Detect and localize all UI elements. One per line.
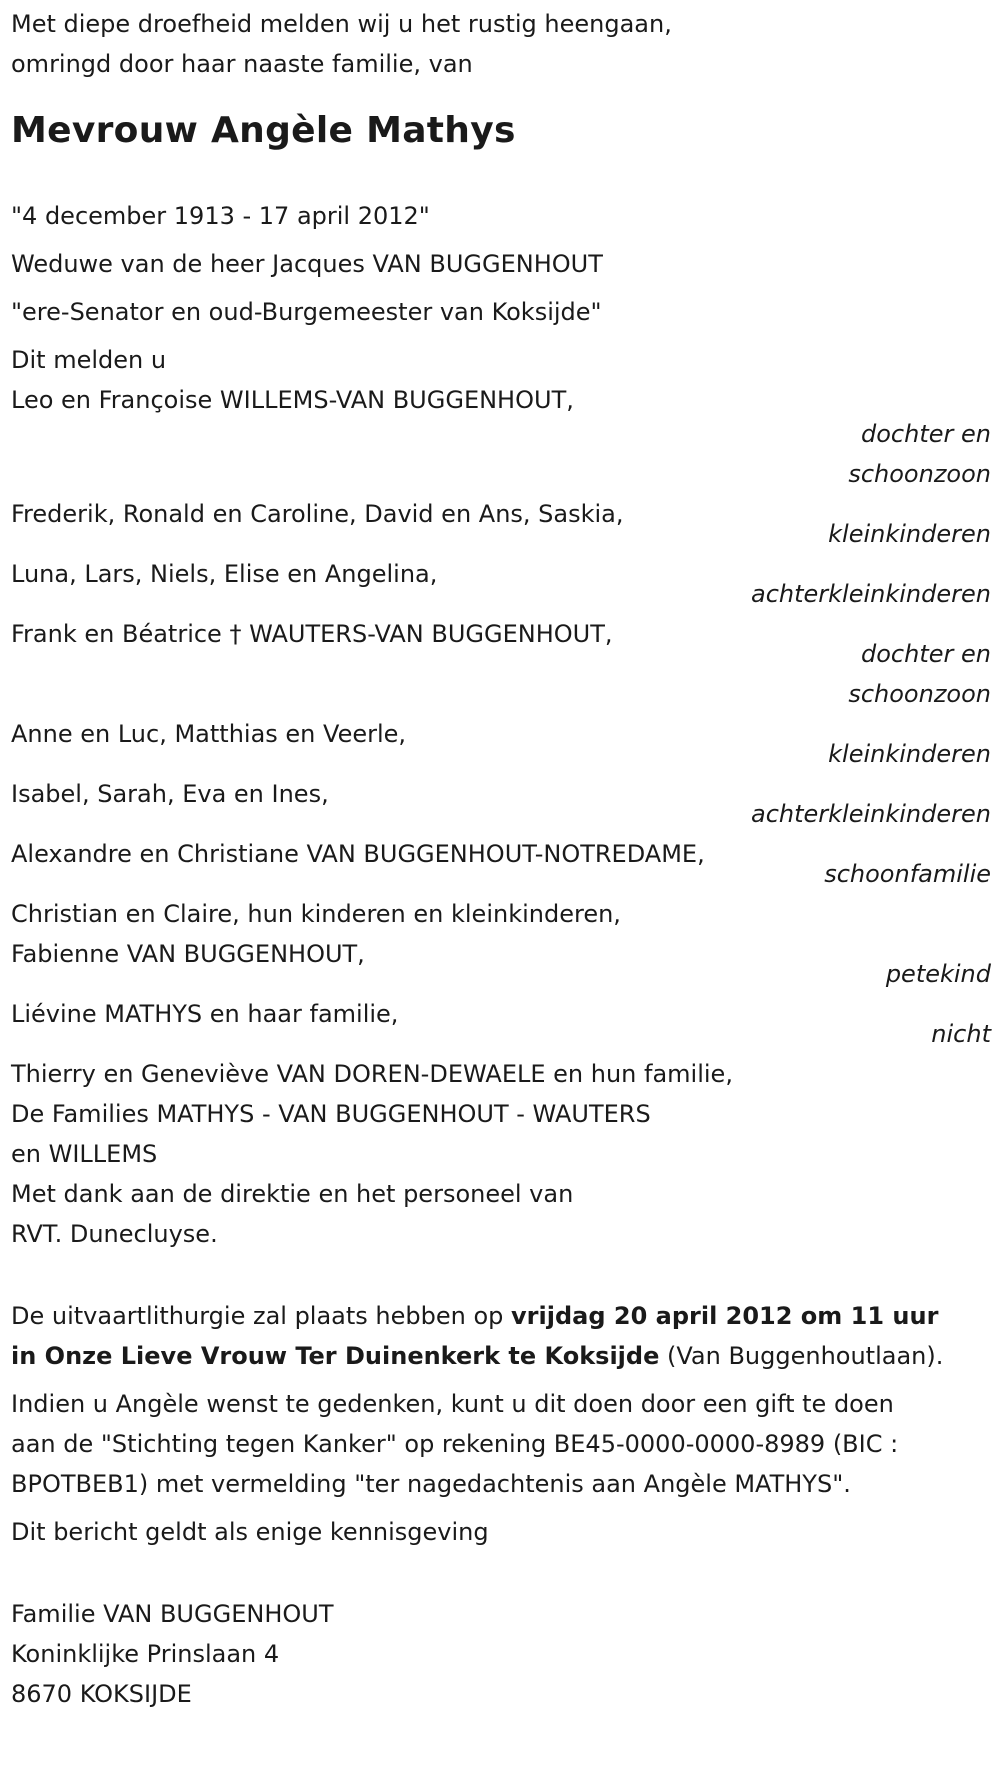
family-entry — [11, 554, 991, 614]
notice-text: Dit bericht geldt als enige kennisgeving — [11, 1518, 489, 1546]
family-relation: achterkleinkinderen — [751, 580, 991, 608]
deceased-name: Mevrouw Angèle Mathys — [11, 110, 516, 151]
address-line: 8670 KOKSIJDE — [11, 1680, 192, 1708]
closing-line: RVT. Dunecluyse. — [11, 1220, 218, 1248]
family-names: Alexandre en Christiane VAN BUGGENHOUT-NOTREDAME, — [11, 840, 705, 868]
family-entry — [11, 894, 991, 994]
family-names: Frederik, Ronald en Caroline, David en Ans, Saskia, — [11, 500, 624, 528]
address-line: Familie VAN BUGGENHOUT — [11, 1600, 334, 1628]
family-entry — [11, 380, 991, 494]
family-relation: dochter en — [861, 640, 991, 668]
funeral-date: vrijdag 20 april 2012 om 11 uur — [511, 1302, 939, 1330]
obituary-notice — [11, 4, 991, 1714]
address-line: Koninklijke Prinslaan 4 — [11, 1640, 280, 1668]
closing-line: De Families MATHYS - VAN BUGGENHOUT - WAUTERS — [11, 1100, 651, 1128]
funeral-text: De uitvaartlithurgie zal plaats hebben op — [11, 1302, 512, 1330]
donation-line: BPOTBEB1) met vermelding "ter nagedachtenis aan Angèle MATHYS". — [11, 1470, 851, 1498]
closing-line: Met dank aan de direktie en het personeel van — [11, 1180, 574, 1208]
intro-line: omringd door haar naaste familie, van — [11, 50, 473, 78]
closing-list — [11, 1054, 991, 1254]
closing-line: en WILLEMS — [11, 1140, 158, 1168]
intro-line: Met diepe droefheid melden wij u het rustig heengaan, — [11, 10, 672, 38]
funeral-street: (Van Buggenhoutlaan). — [659, 1342, 944, 1370]
husband-title: "ere-Senator en oud-Burgemeester van Koksijde" — [11, 298, 602, 326]
contact-address — [11, 1594, 991, 1714]
life-dates: "4 december 1913 - 17 april 2012" — [11, 202, 430, 230]
family-relation: petekind — [885, 960, 991, 988]
family-relation: schoonzoon — [848, 460, 991, 488]
family-entry — [11, 834, 991, 894]
family-names: Leo en Françoise WILLEMS-VAN BUGGENHOUT, — [11, 386, 574, 414]
family-relation: kleinkinderen — [828, 520, 991, 548]
family-names: Frank en Béatrice † WAUTERS-VAN BUGGENHOUT, — [11, 620, 613, 648]
family-relation: schoonzoon — [848, 680, 991, 708]
family-names: Luna, Lars, Niels, Elise en Angelina, — [11, 560, 438, 588]
family-relation: schoonfamilie — [824, 860, 991, 888]
announcers-label: Dit melden u — [11, 346, 167, 374]
family-entry — [11, 614, 991, 714]
family-relation: kleinkinderen — [828, 740, 991, 768]
family-names: Anne en Luc, Matthias en Veerle, — [11, 720, 407, 748]
donation-line: aan de "Stichting tegen Kanker" op rekening BE45-0000-0000-8989 (BIC : — [11, 1430, 899, 1458]
family-relation: nicht — [931, 1020, 991, 1048]
family-relation: achterkleinkinderen — [751, 800, 991, 828]
funeral-info — [11, 1296, 991, 1376]
funeral-location: in Onze Lieve Vrouw Ter Duinenkerk te Koksijde — [11, 1342, 660, 1370]
family-relation: dochter en — [861, 420, 991, 448]
family-entry — [11, 774, 991, 834]
intro-text — [11, 4, 991, 84]
closing-line: Thierry en Geneviève VAN DOREN-DEWAELE en hun familie, — [11, 1060, 733, 1088]
family-names: Liévine MATHYS en haar familie, — [11, 1000, 399, 1028]
donation-line: Indien u Angèle wenst te gedenken, kunt u dit doen door een gift te doen — [11, 1390, 894, 1418]
family-entry — [11, 494, 991, 554]
family-names: Fabienne VAN BUGGENHOUT, — [11, 940, 365, 968]
family-entry — [11, 714, 991, 774]
family-names: Christian en Claire, hun kinderen en kleinkinderen, — [11, 900, 621, 928]
family-entry — [11, 994, 991, 1054]
family-names: Isabel, Sarah, Eva en Ines, — [11, 780, 329, 808]
donation-info — [11, 1384, 991, 1504]
widow-of: Weduwe van de heer Jacques VAN BUGGENHOUT — [11, 250, 603, 278]
